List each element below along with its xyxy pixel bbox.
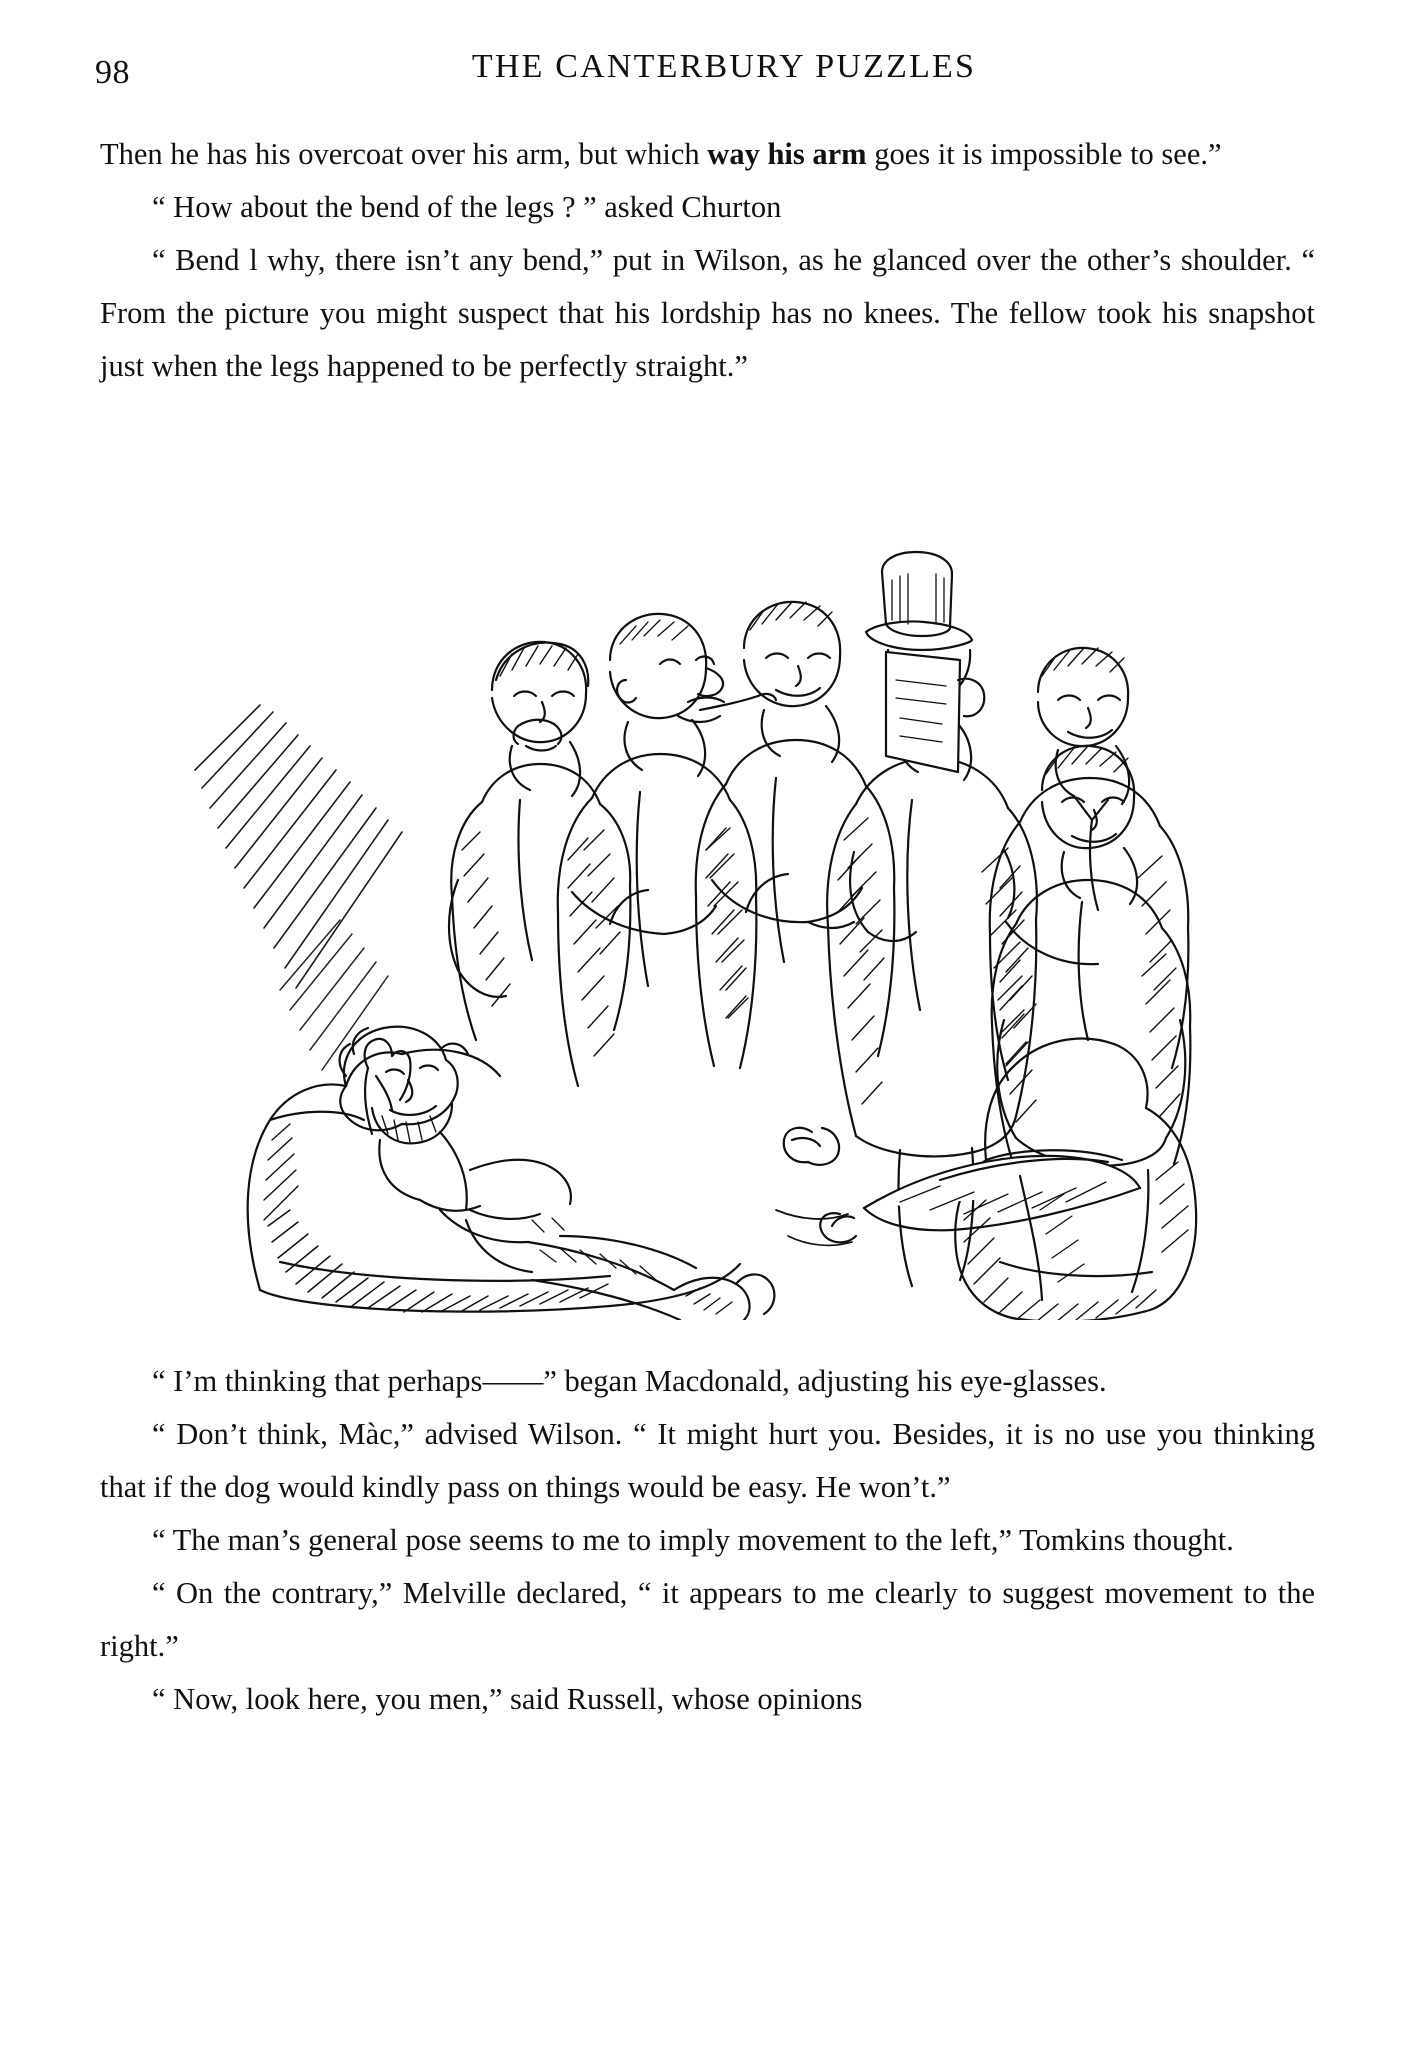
paragraph bbox=[100, 1408, 1315, 1514]
paragraph bbox=[100, 1567, 1315, 1673]
paragraph bbox=[100, 1673, 1315, 1726]
paragraph bbox=[100, 1514, 1315, 1567]
text-run: “ Don’t think, Màc,” advised Wilson. “ It might hurt you. Besides, it is no use you thinking that if the dog would kindly pass on things would be easy. He won’t.” bbox=[100, 1417, 1315, 1504]
body-text-above-illustration bbox=[100, 128, 1315, 393]
page-number: 98 bbox=[95, 54, 130, 91]
paragraph bbox=[100, 128, 1315, 181]
bold-text-run: way his arm bbox=[707, 137, 867, 171]
paragraph bbox=[100, 234, 1315, 393]
text-run: Then he has his overcoat over his arm, but which bbox=[100, 137, 708, 171]
running-head bbox=[95, 48, 1313, 100]
paragraph bbox=[100, 1355, 1315, 1408]
body-text-below-illustration bbox=[100, 1355, 1315, 1726]
text-run: “ How about the bend of the legs ? ” asked Churton bbox=[152, 190, 782, 224]
text-run: “ On the contrary,” Melville declared, “ it appears to me clearly to suggest movement to the right.” bbox=[100, 1576, 1315, 1663]
text-run: goes it is impossible to see.” bbox=[866, 137, 1222, 171]
text-run: “ Now, look here, you men,” said Russell, whose opinions bbox=[152, 1682, 863, 1716]
text-run: “ The man’s general pose seems to me to imply movement to the left,” Tomkins thought. bbox=[152, 1523, 1234, 1557]
page-title: THE CANTERBURY PUZZLES bbox=[471, 48, 977, 85]
text-run: “ Bend l why, there isn’t any bend,” put in Wilson, as he glanced over the other’s shoulder. “ From the picture you might suspect that his lordship has no knees. The fellow took his snapshot just when the legs happened to be perfectly straight.” bbox=[100, 243, 1315, 383]
text-run: “ I’m thinking that perhaps——” began Macdonald, adjusting his eye-glasses. bbox=[152, 1364, 1107, 1398]
paragraph bbox=[100, 181, 1315, 234]
illustration-group-of-men bbox=[140, 520, 1270, 1320]
